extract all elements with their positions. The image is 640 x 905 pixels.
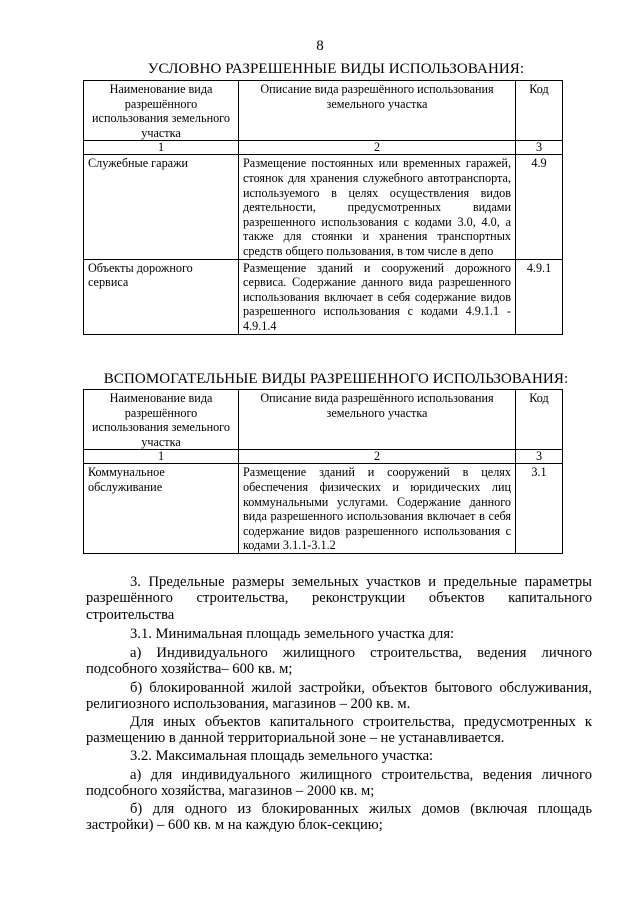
- paragraph-limits-heading: 3. Предельные размеры земельных участков и предельные параметры разрешённого строительства, реконструкции объектов капитального строительства: [86, 574, 592, 623]
- paragraph-max-area-a: а) для индивидуального жилищного строительства, ведения личного подсобного хозяйства, магазинов – 2000 кв. м;: [86, 767, 592, 800]
- use-description: Размещение постоянных или временных гаражей, стоянок для хранения служебного автотранспорта, используемого в целях осуществления видов деятельности, предусмотренных видами разрешенного использования с кодами 3.0, 4.0, а также для стоянки и хранения транспортных средств общего пользования, в том числе в депо: [239, 155, 516, 259]
- header-name: Наименование вида разрешённого использования земельного участка: [84, 390, 239, 450]
- column-number: 1: [84, 141, 239, 155]
- use-name: Объекты дорожного сервиса: [84, 259, 239, 334]
- use-code: 4.9: [516, 155, 563, 259]
- auxiliary-uses-table: [83, 389, 563, 554]
- paragraph-max-area-b: б) для одного из блокированных жилых домов (включая площадь застройки) – 600 кв. м на каждую блок-секцию;: [86, 801, 592, 834]
- section-title-auxiliary-uses: ВСПОМОГАТЕЛЬНЫЕ ВИДЫ РАЗРЕШЕННОГО ИСПОЛЬЗОВАНИЯ:: [103, 371, 569, 387]
- table-header-row: [84, 81, 563, 141]
- table-row: [84, 259, 563, 334]
- section-title-conditional-uses: УСЛОВНО РАЗРЕШЕННЫЕ ВИДЫ ИСПОЛЬЗОВАНИЯ:: [147, 61, 525, 77]
- header-description: Описание вида разрешённого использования земельного участка: [239, 390, 516, 450]
- header-code: Код: [516, 390, 563, 450]
- column-number: 2: [239, 450, 516, 464]
- header-description: Описание вида разрешённого использования земельного участка: [239, 81, 516, 141]
- column-number: 1: [84, 450, 239, 464]
- conditional-uses-table: [83, 80, 563, 335]
- table-row: [84, 464, 563, 554]
- column-number: 3: [516, 450, 563, 464]
- paragraph-min-area-a: а) Индивидуального жилищного строительства, ведения личного подсобного хозяйства– 600 кв. м;: [86, 645, 592, 678]
- column-number: 2: [239, 141, 516, 155]
- header-code: Код: [516, 81, 563, 141]
- column-number: 3: [516, 141, 563, 155]
- use-name: Служебные гаражи: [84, 155, 239, 259]
- table-header-row: [84, 390, 563, 450]
- header-name: Наименование вида разрешённого использования земельного участка: [84, 81, 239, 141]
- use-code: 4.9.1: [516, 259, 563, 334]
- use-name: Коммунальное обслуживание: [84, 464, 239, 554]
- column-numbers-row: [84, 141, 563, 155]
- paragraph-other-objects: Для иных объектов капитального строительства, предусмотренных к размещению в данной территориальной зоне – не устанавливается.: [86, 714, 592, 747]
- paragraph-max-area-heading: 3.2. Максимальная площадь земельного участка:: [130, 748, 434, 764]
- use-code: 3.1: [516, 464, 563, 554]
- paragraph-min-area-heading: 3.1. Минимальная площадь земельного участка для:: [130, 626, 455, 642]
- table-row: [84, 155, 563, 259]
- page-number: 8: [316, 38, 324, 54]
- use-description: Размещение зданий и сооружений дорожного сервиса. Содержание данного вида разрешенного использования включает в себя содержание видов разрешенного использования с кодами 4.9.1.1 - 4.9.1.4: [239, 259, 516, 334]
- paragraph-min-area-b: б) блокированной жилой застройки, объектов бытового обслуживания, религиозного использования, магазинов – 200 кв. м.: [86, 680, 592, 713]
- column-numbers-row: [84, 450, 563, 464]
- use-description: Размещение зданий и сооружений в целях обеспечения физических и юридических лиц коммунальными услугами. Содержание данного вида разрешенного использования включает в себя содержание видов разрешенного использования с кодами 3.1.1-3.1.2: [239, 464, 516, 554]
